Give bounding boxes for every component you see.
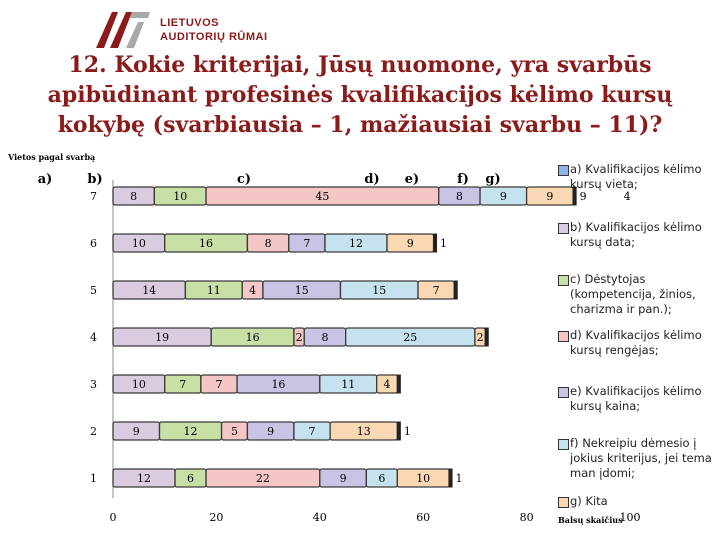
title-line-2: apibūdinant profesinės kvalifikacijos kėlimo kursų [47, 82, 673, 108]
legend-swatch [558, 275, 569, 286]
bar-value-label: 16 [199, 237, 214, 250]
bar-value-label: 2 [476, 331, 484, 344]
bar-extra-label: 9 [579, 190, 587, 203]
column-label: f) [457, 172, 469, 187]
legend-swatch [558, 331, 569, 342]
column-label: d) [364, 172, 380, 187]
bar-value-label: 8 [264, 237, 272, 250]
bar-value-label: 11 [341, 378, 356, 391]
column-label: g) [485, 172, 501, 187]
y-tick-label: 7 [90, 190, 97, 203]
legend-label: b) Kvalifikacijos kėlimo kursų data; [570, 220, 702, 249]
legend-label: e) Kvalifikacijos kėlimo kursų kaina; [570, 384, 702, 413]
chart-legend [556, 160, 720, 520]
bar-end-segment [449, 469, 452, 487]
bar-end-segment [397, 422, 400, 440]
bar-value-label: 7 [303, 237, 311, 250]
bar-value-label: 6 [378, 472, 386, 485]
y-tick-label: 6 [90, 237, 97, 250]
bar-value-label: 14 [142, 284, 157, 297]
y-tick-label: 5 [90, 284, 97, 297]
bar-value-label: 9 [132, 425, 140, 438]
bar-value-label: 4 [249, 284, 257, 297]
x-tick-label: 20 [209, 511, 224, 524]
legend-label: g) Kita [570, 494, 608, 508]
bar-value-label: 9 [499, 190, 507, 203]
y-tick-label: 2 [90, 425, 97, 438]
legend-swatch [558, 387, 569, 398]
bar-value-label: 12 [137, 472, 152, 485]
bar-value-label: 10 [131, 378, 146, 391]
bar-value-label: 8 [321, 331, 329, 344]
bar-value-label: 10 [131, 237, 146, 250]
bar-value-label: 12 [348, 237, 363, 250]
x-tick-label: 40 [312, 511, 327, 524]
bar-value-label: 8 [130, 190, 138, 203]
bar-value-label: 15 [372, 284, 387, 297]
y-tick-label: 4 [90, 331, 97, 344]
legend-label: a) Kvalifikacijos kėlimo kursų vieta; [570, 162, 702, 191]
title-line-1: 12. Kokie kriterijai, Jūsų nuomone, yra svarbūs [68, 52, 652, 78]
bar-extra-label: 1 [440, 237, 448, 250]
bar-value-label: 11 [206, 284, 221, 297]
bar-value-label: 9 [339, 472, 347, 485]
y-axis-label: Vietos pagal svarbą [8, 152, 96, 162]
bar-value-label: 4 [383, 378, 391, 391]
y-tick-label: 1 [90, 472, 97, 485]
bar-value-label: 6 [187, 472, 195, 485]
column-label: b) [87, 172, 103, 187]
column-label: a) [37, 172, 53, 187]
bar-value-label: 7 [215, 378, 223, 391]
bar-value-label: 10 [173, 190, 188, 203]
column-label: c) [236, 172, 252, 187]
y-tick-label: 3 [90, 378, 97, 391]
bar-value-label: 16 [271, 378, 286, 391]
bar-value-label: 8 [455, 190, 463, 203]
bar-value-label: 2 [295, 331, 303, 344]
bar-value-label: 25 [403, 331, 418, 344]
bar-value-label: 45 [315, 190, 330, 203]
bar-value-label: 5 [230, 425, 238, 438]
bar-value-label: 7 [179, 378, 187, 391]
bar-value-label: 9 [267, 425, 275, 438]
x-tick-label: 100 [619, 511, 641, 524]
bar-value-label: 7 [308, 425, 316, 438]
legend-label: c) Dėstytojas (kompetencija, žinios, charizma ir pan.); [570, 272, 696, 316]
logo-line-2: AUDITORIŲ RŪMAI [160, 31, 268, 43]
bar-value-label: 16 [245, 331, 260, 344]
bar-extra-label: 4 [623, 190, 631, 203]
logo-line-1: LIETUVOS [160, 17, 220, 29]
x-axis-label: Balsų skaičius [558, 515, 623, 525]
legend-swatch [558, 165, 569, 176]
bar-value-label: 9 [406, 237, 414, 250]
legend-swatch [558, 439, 569, 450]
column-label: e) [404, 172, 420, 187]
bar-extra-label: 1 [455, 472, 463, 485]
legend-label: d) Kvalifikacijos kėlimo kursų rengėjas; [570, 328, 702, 357]
legend-swatch [558, 497, 569, 508]
bar-value-label: 22 [255, 472, 270, 485]
bar-value-label: 7 [432, 284, 440, 297]
bar-value-label: 19 [155, 331, 170, 344]
bar-end-segment [454, 281, 457, 299]
x-tick-label: 0 [109, 511, 117, 524]
title-line-3: kokybę (svarbiausia – 1, mažiausiai svarbu – 11)? [57, 112, 663, 138]
bar-end-segment [485, 328, 488, 346]
legend-label: f) Nekreipiu dėmesio į jokius kriterijus, jei tema man įdomi; [570, 436, 712, 480]
bar-value-label: 10 [416, 472, 431, 485]
bar-value-label: 15 [294, 284, 309, 297]
bar-value-label: 13 [356, 425, 371, 438]
legend-swatch [558, 223, 569, 234]
bar-value-label: 12 [183, 425, 198, 438]
bar-value-label: 9 [546, 190, 554, 203]
x-tick-label: 80 [519, 511, 534, 524]
x-tick-label: 60 [416, 511, 431, 524]
bar-end-segment [397, 375, 400, 393]
bar-extra-label: 1 [403, 425, 411, 438]
bar-end-segment [434, 234, 437, 252]
